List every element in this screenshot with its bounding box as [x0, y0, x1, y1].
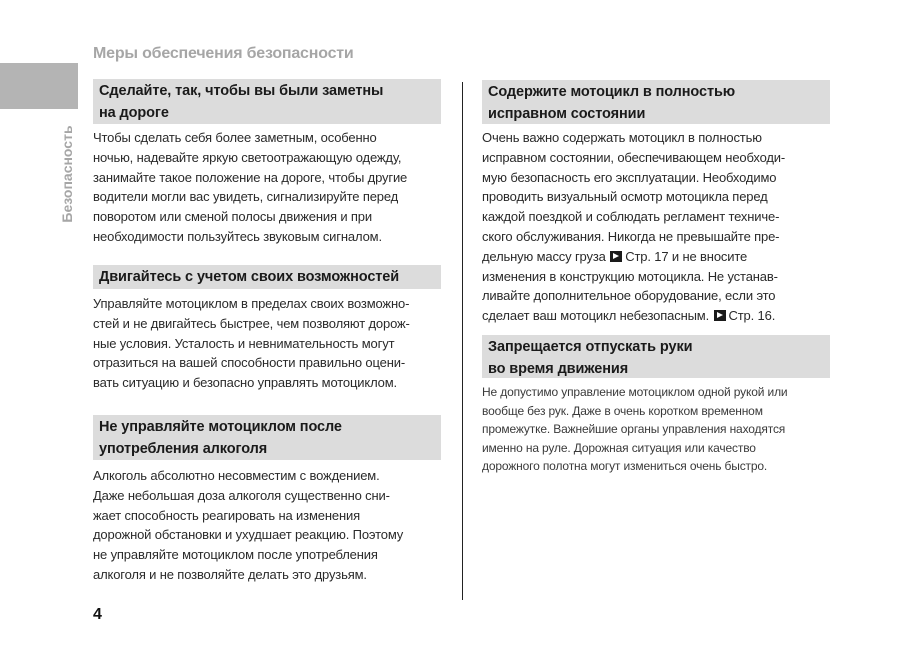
arrow-right-box-icon [610, 251, 622, 262]
section-body-hands: Не допустимо управление мотоциклом одной рукой или вообще без рук. Даже в очень коротком временном промежутке. Важнейшие органы управления находятся именно на руле. Дорожная ситуация или качество дорожного полотна могут измениться очень быстро. [482, 385, 788, 474]
arrow-right-box-icon [714, 310, 726, 321]
maintenance-text-part1: Очень важно содержать мотоцикл в полностью исправном состоянии, обеспечивающем необходи- мую безопасность его эксплуатации. Необходимо проводить визуальный осмотр мотоцикла перед каждой поездкой и соблюдать регламент техниче- ского обслуживания. Никогда не превышайте пре- дельную массу груза [482, 130, 786, 264]
section-body-abilities: Управляйте мотоциклом в пределах своих возможно- стей и не двигайтесь быстрее, чем позволяют дорож- ные условия. Усталость и невнимательность могут отразиться на вашей способности правильно оцени- вать ситуацию и безопасно управлять мотоциклом. [93, 296, 410, 391]
page-number: 4 [93, 606, 102, 623]
section-heading-alcohol: Не управляйте мотоциклом после употребления алкоголя [93, 415, 441, 460]
section-body-maintenance [482, 128, 842, 326]
section-body-visibility: Чтобы сделать себя более заметным, особенно ночью, надевайте яркую светоотражающую одежду, занимайте такое положение на дороге, чтобы другие водители могли вас увидеть, сигнализируйте перед поворотом или сменой полосы движения и при необходимости пользуйтесь звуковым сигналом. [93, 130, 408, 244]
section-heading-maintenance: Содержите мотоцикл в полностью исправном состоянии [482, 80, 830, 124]
page-reference-link[interactable]: Стр. 16. [728, 308, 776, 324]
page-reference-link[interactable]: Стр. 17 [625, 248, 669, 264]
section-heading-hands: Запрещается отпускать руки во время движения [482, 335, 830, 378]
section-tab-label: Безопасность [59, 125, 75, 223]
section-body-alcohol: Алкоголь абсолютно несовместим с вождением. Даже небольшая доза алкоголя существенно сни- жает способность реагировать на изменения дорожной обстановки и ухудшает реакцию. Поэтому не управляйте мотоциклом после употребления алкоголя и не позволяйте делать это друзьям. [93, 468, 404, 582]
column-divider [462, 82, 463, 600]
section-heading-visibility: Сделайте, так, чтобы вы были заметны на дороге [93, 79, 441, 124]
section-tab [0, 63, 78, 109]
maintenance-text-part2: и не вносите изменения в конструкцию мотоцикла. Не устанав- ливайте дополнительное оборудование, если это сделает ваш мотоцикл небезопасным. [482, 248, 778, 324]
page-title: Меры обеспечения безопасности [93, 45, 354, 62]
section-heading-abilities: Двигайтесь с учетом своих возможностей [93, 265, 441, 289]
